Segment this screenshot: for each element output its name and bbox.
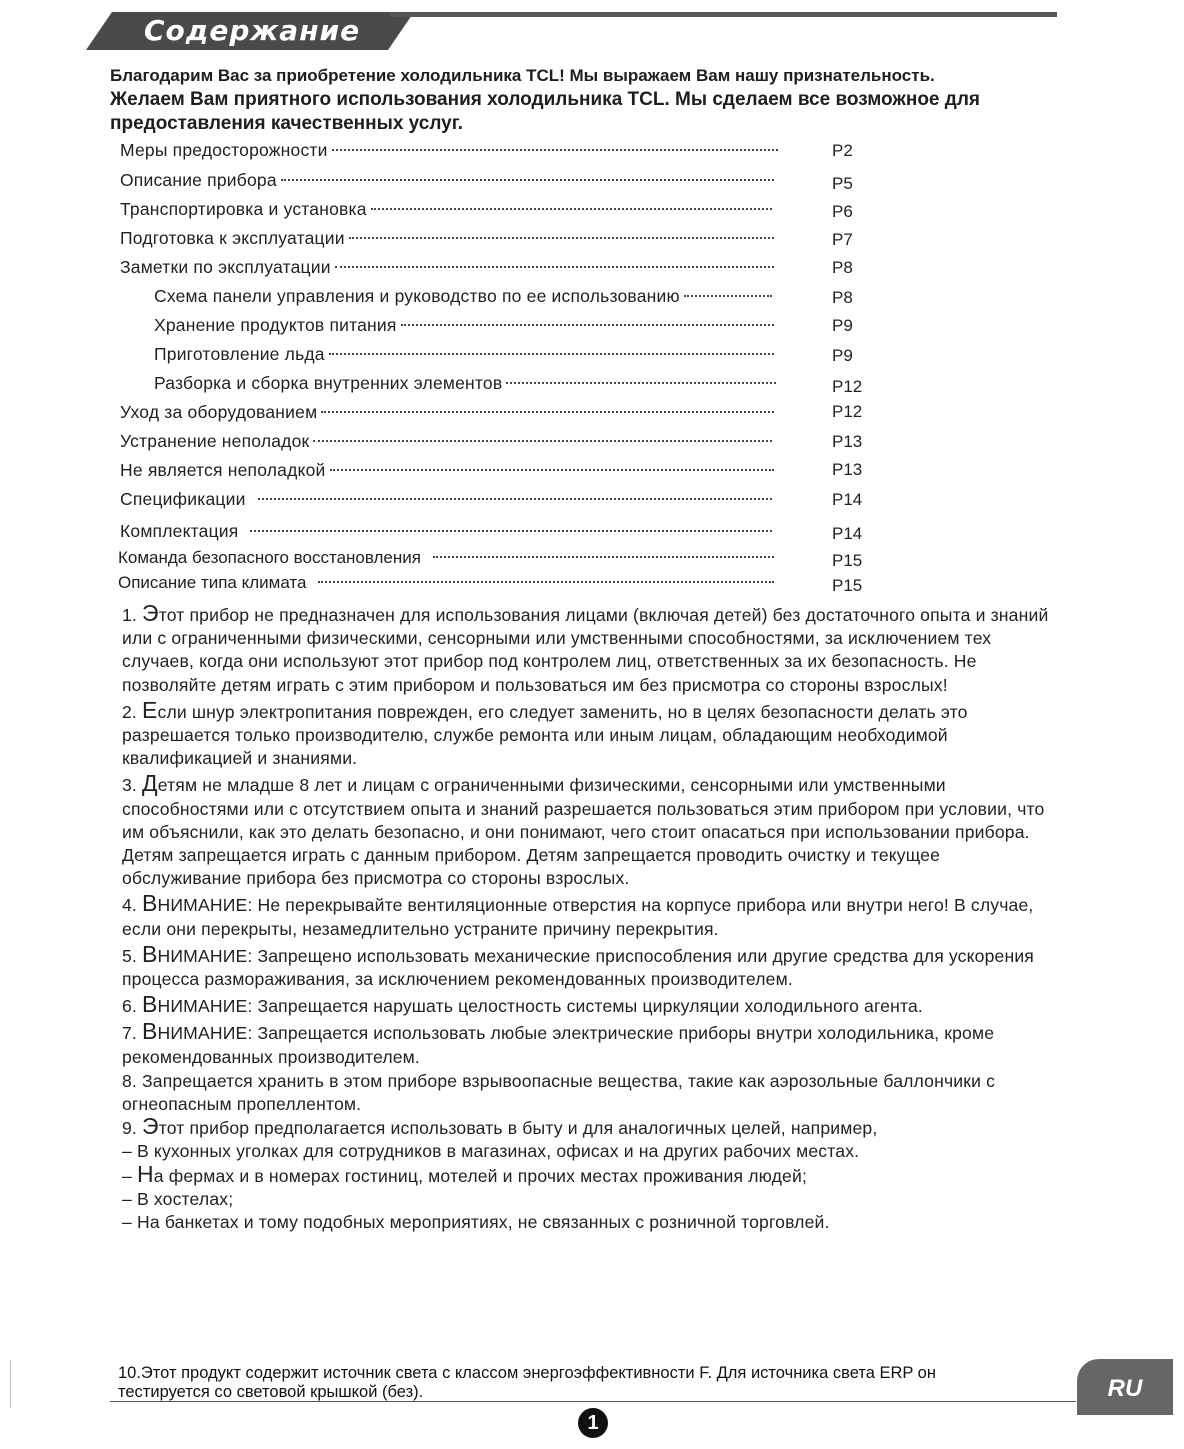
item-text: сли шнур электропитания поврежден, его следует заменить, но в целях безопасности делать это разрешается только производителю, службе ремонта или иным лицам, обладающим необходимой квалификацией и знаниями. xyxy=(122,701,968,769)
toc-leader-dots xyxy=(258,498,772,500)
item-number: 1. xyxy=(122,605,143,625)
toc-leader-dots xyxy=(506,382,776,384)
toc-entry-title: Меры предосторожности xyxy=(120,140,328,160)
toc-entry-page: P14 xyxy=(832,524,863,543)
toc-entry-title: Комплектация xyxy=(120,521,239,541)
item-text: НИМАНИЕ: Запрещено использовать механические приспособления или другие средства для ускорения процесса размораживания, за исключением рекомендованных производителем. xyxy=(122,945,1034,990)
toc-entry[interactable] xyxy=(120,489,776,511)
intro-line-1: Благодарим Вас за приобретение холодильника TCL! Мы выражаем Вам нашу признательность. xyxy=(110,66,935,85)
toc-entry-page: P2 xyxy=(832,141,853,160)
item-number: 3. xyxy=(122,775,143,796)
item-number: 8. xyxy=(122,1070,143,1091)
safety-item-3 xyxy=(122,770,1062,890)
use-text: а фермах и в номерах гостиниц, мотелей и прочих местах проживания людей; xyxy=(153,1165,807,1186)
toc-leader-dots xyxy=(281,179,774,181)
toc-entry[interactable] xyxy=(120,228,778,250)
toc-entry-title: Уход за оборудованием xyxy=(120,402,318,422)
page-edge-mark xyxy=(10,1360,11,1408)
light-source-note: 10.Этот продукт содержит источник света с классом энергоэффективности F. Для источника света ERP он тестируется со световой крышкой (без). xyxy=(118,1364,936,1401)
safety-item-2 xyxy=(122,696,1062,771)
use-text: В кухонных уголках для сотрудников в магазинах, офисах и на других рабочих местах. xyxy=(136,1141,860,1162)
toc-leader-dots xyxy=(433,556,774,558)
toc-entry-title: Спецификации xyxy=(120,489,246,509)
toc-entry[interactable] xyxy=(154,373,780,395)
use-initial: Н xyxy=(136,1160,154,1187)
use-case-item xyxy=(122,1211,1062,1234)
toc-entry-title: Команда безопасного восстановления xyxy=(118,548,421,567)
use-text: В хостелах; xyxy=(136,1188,234,1209)
toc-entry[interactable] xyxy=(120,199,776,221)
toc-leader-dots xyxy=(318,581,774,583)
item-initial: Е xyxy=(142,696,158,723)
use-prefix: – xyxy=(122,1188,137,1209)
toc-entry-title: Схема панели управления и руководство по ее использованию xyxy=(154,286,680,306)
use-case-item xyxy=(122,1160,1062,1188)
item-initial: В xyxy=(142,940,158,967)
toc-entry-page: P15 xyxy=(832,551,863,570)
toc-entry[interactable] xyxy=(120,402,778,424)
item-initial: Э xyxy=(142,600,159,626)
item-number: 2. xyxy=(122,701,143,722)
toc-entry[interactable] xyxy=(120,140,782,162)
toc-entry-page: P12 xyxy=(832,402,863,421)
toc-entry-page: P15 xyxy=(832,576,863,595)
item-text: НИМАНИЕ: Не перекрывайте вентиляционные отверстия на корпусе прибора или внутри него! В случае, если они перекрыты, незамедлительно устраните причину перекрытия. xyxy=(122,895,1034,939)
toc-leader-dots xyxy=(321,411,774,413)
toc-entry[interactable] xyxy=(120,431,776,453)
item-number: 5. xyxy=(122,945,143,966)
toc-entry-title: Устранение неполадок xyxy=(120,431,310,451)
item-number: 7. xyxy=(122,1023,143,1044)
footer-rule xyxy=(110,1401,1076,1402)
toc-entry[interactable] xyxy=(154,286,776,308)
toc-entry[interactable] xyxy=(118,573,778,595)
item-text: НИМАНИЕ: Запрещается использовать любые электрические приборы внутри холодильника, кроме рекомендованных производителем. xyxy=(122,1023,995,1067)
safety-item-8 xyxy=(122,1069,1062,1116)
item-text: тот прибор предполагается использовать в быту и для аналогичных целей, например, xyxy=(158,1118,878,1139)
item-text: Запрещается хранить в этом приборе взрывоопасные вещества, такие как аэрозольные баллончики с огнеопасным пропеллентом. xyxy=(122,1070,996,1115)
item-initial: В xyxy=(142,890,158,917)
toc-entry-page: P6 xyxy=(832,202,853,221)
toc-entry-page: P7 xyxy=(832,230,853,249)
toc-leader-dots xyxy=(329,353,774,355)
toc-entry-title: Описание прибора xyxy=(120,170,277,190)
toc-entry[interactable] xyxy=(120,170,778,192)
toc-leader-dots xyxy=(349,237,774,239)
safety-item-7 xyxy=(122,1018,1062,1068)
toc-entry[interactable] xyxy=(118,548,778,570)
toc-entry[interactable] xyxy=(120,521,776,543)
item-number: 9. xyxy=(122,1118,143,1139)
toc-entry[interactable] xyxy=(120,460,778,482)
use-case-item xyxy=(122,1188,1062,1211)
safety-item-4 xyxy=(122,890,1062,940)
toc-entry[interactable] xyxy=(120,257,778,279)
toc-entry-title: Заметки по эксплуатации xyxy=(120,257,331,277)
toc-entry-page: P12 xyxy=(832,377,863,396)
toc-entry-page: P8 xyxy=(832,258,853,277)
item-text: НИМАНИЕ: Запрещается нарушать целостность системы циркуляции холодильного агента. xyxy=(157,996,923,1017)
item-initial: В xyxy=(142,1018,158,1045)
toc-leader-dots xyxy=(335,266,774,268)
toc-entry-title: Хранение продуктов питания xyxy=(154,315,397,335)
item-number: 4. xyxy=(122,895,143,916)
toc-entry[interactable] xyxy=(154,344,778,366)
toc-entry-page: P9 xyxy=(832,346,853,365)
use-text: На банкетах и тому подобных мероприятиях, не связанных с розничной торговлей. xyxy=(136,1212,830,1233)
item-initial: Д xyxy=(142,770,158,797)
safety-item-5 xyxy=(122,940,1062,991)
safety-item-6 xyxy=(122,991,1062,1018)
item-initial: Э xyxy=(142,1113,159,1140)
toc-entry-page: P14 xyxy=(832,490,863,509)
use-prefix: – xyxy=(122,1212,137,1233)
intro-line-2: Желаем Вам приятного использования холодильника TCL. Мы сделаем все возможное для предоставления качественных услуг. xyxy=(110,89,980,134)
safety-item-9 xyxy=(122,1113,1062,1140)
toc-entry-page: P13 xyxy=(832,460,863,479)
toc-entry-title: Не является неполадкой xyxy=(120,460,326,480)
page-title: Содержание xyxy=(144,14,361,47)
intro xyxy=(110,64,1070,136)
item-text: етям не младше 8 лет и лицам с ограниченными физическими, сенсорными или умственными способностями или с отсутствием опыта и знаний разрешается пользоваться этим прибором при условии, что им объяснили, как это делать безопасно, и они понимают, чего стоит опасаться при использовании прибора. Детям запрещается играть с данным прибором. Детям запрещается проводить очистку и текущее обслуживание прибора без присмотра со стороны взрослых. xyxy=(122,775,1045,889)
toc-leader-dots xyxy=(250,530,772,532)
item-number: 6. xyxy=(122,996,143,1017)
toc-entry-title: Транспортировка и установка xyxy=(120,199,367,219)
language-tab: RU xyxy=(1077,1359,1173,1415)
safety-instructions xyxy=(122,600,1062,1234)
toc-leader-dots xyxy=(401,324,774,326)
header-rule xyxy=(390,12,1057,17)
toc-leader-dots xyxy=(332,149,778,151)
item-initial: В xyxy=(142,991,158,1018)
toc-entry-page: P9 xyxy=(832,316,853,335)
toc-leader-dots xyxy=(371,208,772,210)
toc-entry-title: Описание типа климата xyxy=(118,573,307,592)
toc-entry-page: P5 xyxy=(832,174,853,193)
use-prefix: – xyxy=(122,1165,137,1186)
toc-leader-dots xyxy=(684,295,772,297)
item-text: тот прибор не предназначен для использования лицами (включая детей) без достаточного опыта и знаний или с ограниченными физическими, сенсорными или умственными способностями, за исключением тех случаев, когда они используют этот прибор под контролем лиц, ответственных за их безопасность. Не позволяйте детям играть с этим прибором и пользоваться им без присмотра со стороны взрослых! xyxy=(122,605,1049,695)
toc-entry-title: Подготовка к эксплуатации xyxy=(120,228,345,248)
page-number: 1 xyxy=(578,1408,608,1438)
toc-entry-page: P8 xyxy=(832,288,853,307)
toc-leader-dots xyxy=(330,469,775,471)
toc-entry[interactable] xyxy=(154,315,778,337)
use-prefix: – xyxy=(122,1141,137,1162)
use-case-item xyxy=(122,1140,1062,1163)
toc-leader-dots xyxy=(313,440,772,442)
toc-entry-title: Разборка и сборка внутренних элементов xyxy=(154,373,503,393)
toc-entry-page: P13 xyxy=(832,432,863,451)
safety-item-1 xyxy=(122,600,1062,697)
toc-entry-title: Приготовление льда xyxy=(154,344,325,364)
